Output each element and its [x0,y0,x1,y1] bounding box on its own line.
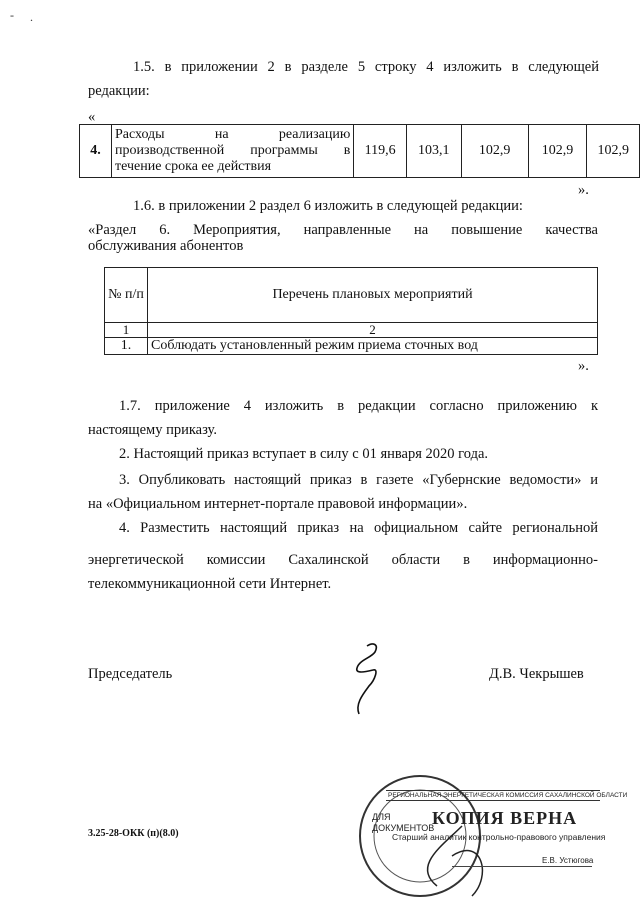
scan-mark: - [10,8,14,22]
open-quote: « [88,109,96,125]
value-cell: 102,9 [461,125,528,178]
item-3-line1: 3. Опубликовать настоящий приказ в газете «Губернские ведомости» и [119,472,598,488]
section6-line2: обслуживания абонентов [88,238,244,254]
item-4-line3: телекоммуникационной сети Интернет. [88,576,332,592]
table-numbering-row [105,323,598,338]
item-3-line2: на «Официальном интернет-портале правовой информации». [88,496,468,512]
table-row [80,125,640,178]
item-4-line2: энергетической комиссии Сахалинской области в информационно- [88,552,598,568]
copy-certification-stamp [352,766,628,898]
desc-line: Расходы на реализацию [114,127,351,142]
item-1-5-line1: 1.5. в приложении 2 в разделе 5 строку 4 изложить в следующей [133,59,599,75]
item-2: 2. Настоящий приказ вступает в силу с 01 января 2020 года. [119,446,489,462]
value-cell: 103,1 [406,125,461,178]
signatory-name: Д.В. Чекрышев [489,666,584,682]
header-num: № п/п [105,268,148,323]
value-cell: 119,6 [354,125,407,178]
signatory-position: Председатель [88,666,173,682]
stamp-name: Е.В. Устюгова [542,856,594,865]
col-number: 1 [105,323,148,338]
value-cell: 102,9 [528,125,587,178]
item-1-7-line1: 1.7. приложение 4 изложить в редакции согласно приложению к [119,398,598,414]
row-number: 4. [80,125,112,178]
value-cell: 102,9 [587,125,640,178]
stamp-for-docs: ДЛЯ ДОКУМЕНТОВ [372,812,435,833]
stamp-org: РЕГИОНАЛЬНАЯ ЭНЕРГЕТИЧЕСКАЯ КОМИССИЯ САХАЛИНСКОЙ ОБЛАСТИ [388,792,628,799]
item-1-6: 1.6. в приложении 2 раздел 6 изложить в следующей редакции: [133,198,523,214]
table-header-row [105,268,598,323]
close-quote: ». [578,182,589,198]
item-1-7-line2: настоящему приказу. [88,422,217,438]
stamp-copy-true: КОПИЯ ВЕРНА [432,808,578,828]
signature-icon [345,640,395,720]
item-1-5-line2: редакции: [88,83,150,99]
stamp-divider [452,866,592,867]
scan-mark: . [30,10,33,24]
table-row [105,338,598,355]
row-number: 1. [105,338,148,355]
desc-line: течение срока ее действия [114,159,272,174]
desc-line: производственной программы в [114,143,351,158]
stamp-position: Старший аналитик контрольно-правового управления [392,832,606,842]
row-text: Соблюдать установленный режим приема сточных вод [148,338,598,355]
item-4-line1: 4. Разместить настоящий приказ на официальном сайте региональной [119,520,598,536]
expenses-table [79,124,640,178]
close-quote: ». [578,358,589,374]
section6-line1: «Раздел 6. Мероприятия, направленные на повышение качества [88,222,598,238]
measures-table [104,267,598,355]
header-title: Перечень плановых мероприятий [148,268,598,323]
document-code: 3.25-28-ОКК (п)(8.0) [88,828,179,839]
row-description [111,125,353,178]
col-number: 2 [148,323,598,338]
